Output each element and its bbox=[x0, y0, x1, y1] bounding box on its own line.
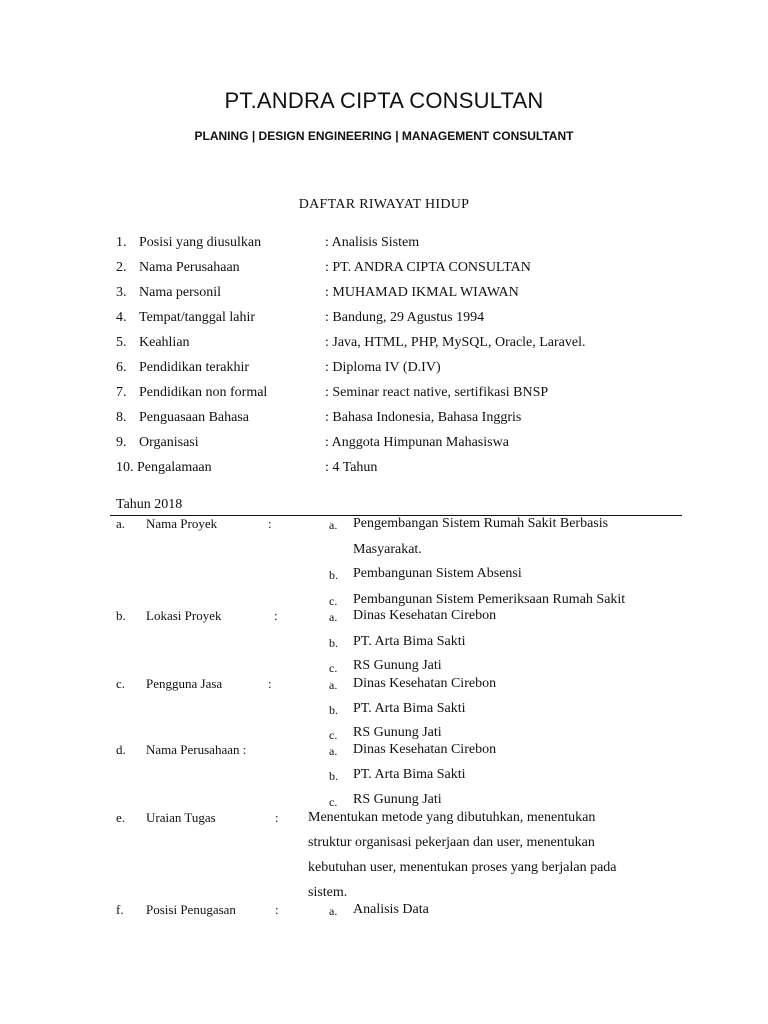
personal-row-value: : Java, HTML, PHP, MySQL, Oracle, Laravel. bbox=[325, 335, 586, 350]
sub-item-letter: a. bbox=[329, 678, 338, 692]
section-colon: : bbox=[275, 902, 279, 917]
personal-row-label: Penguasaan Bahasa bbox=[139, 410, 250, 425]
sub-item-letter: a. bbox=[329, 518, 338, 532]
personal-row-number: 2. bbox=[116, 260, 127, 275]
personal-row-label: Posisi yang diusulkan bbox=[139, 235, 262, 250]
section-letter: b. bbox=[116, 608, 126, 623]
document-title: DAFTAR RIWAYAT HIDUP bbox=[298, 197, 470, 212]
personal-row-number: 8. bbox=[116, 410, 127, 425]
personal-row-value: : Bahasa Indonesia, Bahasa Inggris bbox=[325, 410, 522, 425]
task-description-line: sistem. bbox=[308, 885, 348, 900]
sub-item-letter: a. bbox=[329, 904, 338, 918]
section-letter: e. bbox=[116, 810, 126, 825]
sub-item-text: Analisis Data bbox=[353, 902, 429, 917]
personal-row-number: 9. bbox=[116, 435, 127, 450]
section-letter: a. bbox=[116, 516, 126, 531]
personal-row-value: : PT. ANDRA CIPTA CONSULTAN bbox=[325, 260, 531, 275]
sub-item-letter: c. bbox=[329, 661, 338, 675]
personal-row-number: 4. bbox=[116, 310, 127, 325]
personal-row-value: : Anggota Himpunan Mahasiswa bbox=[325, 435, 509, 450]
personal-row-value: : Seminar react native, sertifikasi BNSP bbox=[325, 385, 549, 400]
section-letter: d. bbox=[116, 742, 126, 757]
year-heading: Tahun 2018 bbox=[116, 497, 183, 512]
personal-row-label: Organisasi bbox=[139, 435, 199, 450]
personal-row-value: : Bandung, 29 Agustus 1994 bbox=[325, 310, 485, 325]
section-letter: c. bbox=[116, 676, 126, 691]
sub-item-text: Dinas Kesehatan Cirebon bbox=[353, 608, 497, 623]
personal-row-value: : Diploma IV (D.IV) bbox=[325, 360, 441, 375]
section-colon: : bbox=[268, 516, 272, 531]
sub-item-text: PT. Arta Bima Sakti bbox=[353, 767, 466, 782]
sub-item-text: Pembangunan Sistem Absensi bbox=[353, 566, 522, 581]
sub-item-text: Pembangunan Sistem Pemeriksaan Rumah Sakit bbox=[353, 592, 626, 607]
task-description-line: Menentukan metode yang dibutuhkan, menentukan bbox=[308, 810, 596, 825]
sub-item-letter: a. bbox=[329, 744, 338, 758]
sub-item-text: RS Gunung Jati bbox=[353, 658, 442, 673]
sub-item-letter: c. bbox=[329, 795, 338, 809]
section-label: Nama Perusahaan : bbox=[146, 742, 247, 757]
sub-item-letter: c. bbox=[329, 728, 338, 742]
personal-row-label: Pengalamaan bbox=[137, 460, 212, 475]
sub-item-letter: b. bbox=[329, 636, 338, 650]
sub-item-text: PT. Arta Bima Sakti bbox=[353, 634, 466, 649]
sub-item-letter: b. bbox=[329, 568, 338, 582]
sub-item-letter: a. bbox=[329, 610, 338, 624]
section-label: Lokasi Proyek bbox=[146, 608, 222, 623]
personal-row-number: 5. bbox=[116, 335, 127, 350]
sub-item-text: Dinas Kesehatan Cirebon bbox=[353, 742, 497, 757]
personal-row-number: 7. bbox=[116, 385, 127, 400]
personal-row-number: 10. bbox=[116, 460, 134, 475]
sub-item-text: Dinas Kesehatan Cirebon bbox=[353, 676, 497, 691]
company-name: PT.ANDRA CIPTA CONSULTAN bbox=[224, 88, 544, 113]
personal-row-label: Nama personil bbox=[139, 285, 222, 300]
section-letter: f. bbox=[116, 902, 124, 917]
task-description-line: kebutuhan user, menentukan proses yang berjalan pada bbox=[308, 860, 617, 875]
company-tagline: PLANING | DESIGN ENGINEERING | MANAGEMENT CONSULTANT bbox=[194, 129, 574, 143]
sub-item-letter: b. bbox=[329, 703, 338, 717]
section-label: Posisi Penugasan bbox=[146, 902, 236, 917]
personal-row-label: Keahlian bbox=[139, 335, 190, 350]
sub-item-text: PT. Arta Bima Sakti bbox=[353, 701, 466, 716]
personal-row-number: 3. bbox=[116, 285, 127, 300]
personal-row-number: 1. bbox=[116, 235, 127, 250]
personal-row-value: : Analisis Sistem bbox=[325, 235, 420, 250]
section-label: Nama Proyek bbox=[146, 516, 218, 531]
personal-row-label: Nama Perusahaan bbox=[139, 260, 240, 275]
section-label: Pengguna Jasa bbox=[146, 676, 223, 691]
section-label: Uraian Tugas bbox=[146, 810, 216, 825]
personal-row-value: : MUHAMAD IKMAL WIAWAN bbox=[325, 285, 519, 300]
sub-item-letter: b. bbox=[329, 769, 338, 783]
section-colon: : bbox=[275, 810, 279, 825]
task-description-line: struktur organisasi pekerjaan dan user, menentukan bbox=[308, 835, 595, 850]
personal-row-label: Pendidikan terakhir bbox=[139, 360, 250, 375]
sub-item-text: RS Gunung Jati bbox=[353, 792, 442, 807]
personal-row-label: Tempat/tanggal lahir bbox=[139, 310, 256, 325]
personal-row-number: 6. bbox=[116, 360, 127, 375]
section-colon: : bbox=[274, 608, 278, 623]
sub-item-text: Pengembangan Sistem Rumah Sakit Berbasis bbox=[353, 516, 609, 531]
sub-item-letter: c. bbox=[329, 594, 338, 608]
sub-item-text: RS Gunung Jati bbox=[353, 725, 442, 740]
sub-item-text: Masyarakat. bbox=[353, 542, 422, 557]
personal-row-value: : 4 Tahun bbox=[325, 460, 378, 475]
personal-row-label: Pendidikan non formal bbox=[139, 385, 268, 400]
section-colon: : bbox=[268, 676, 272, 691]
